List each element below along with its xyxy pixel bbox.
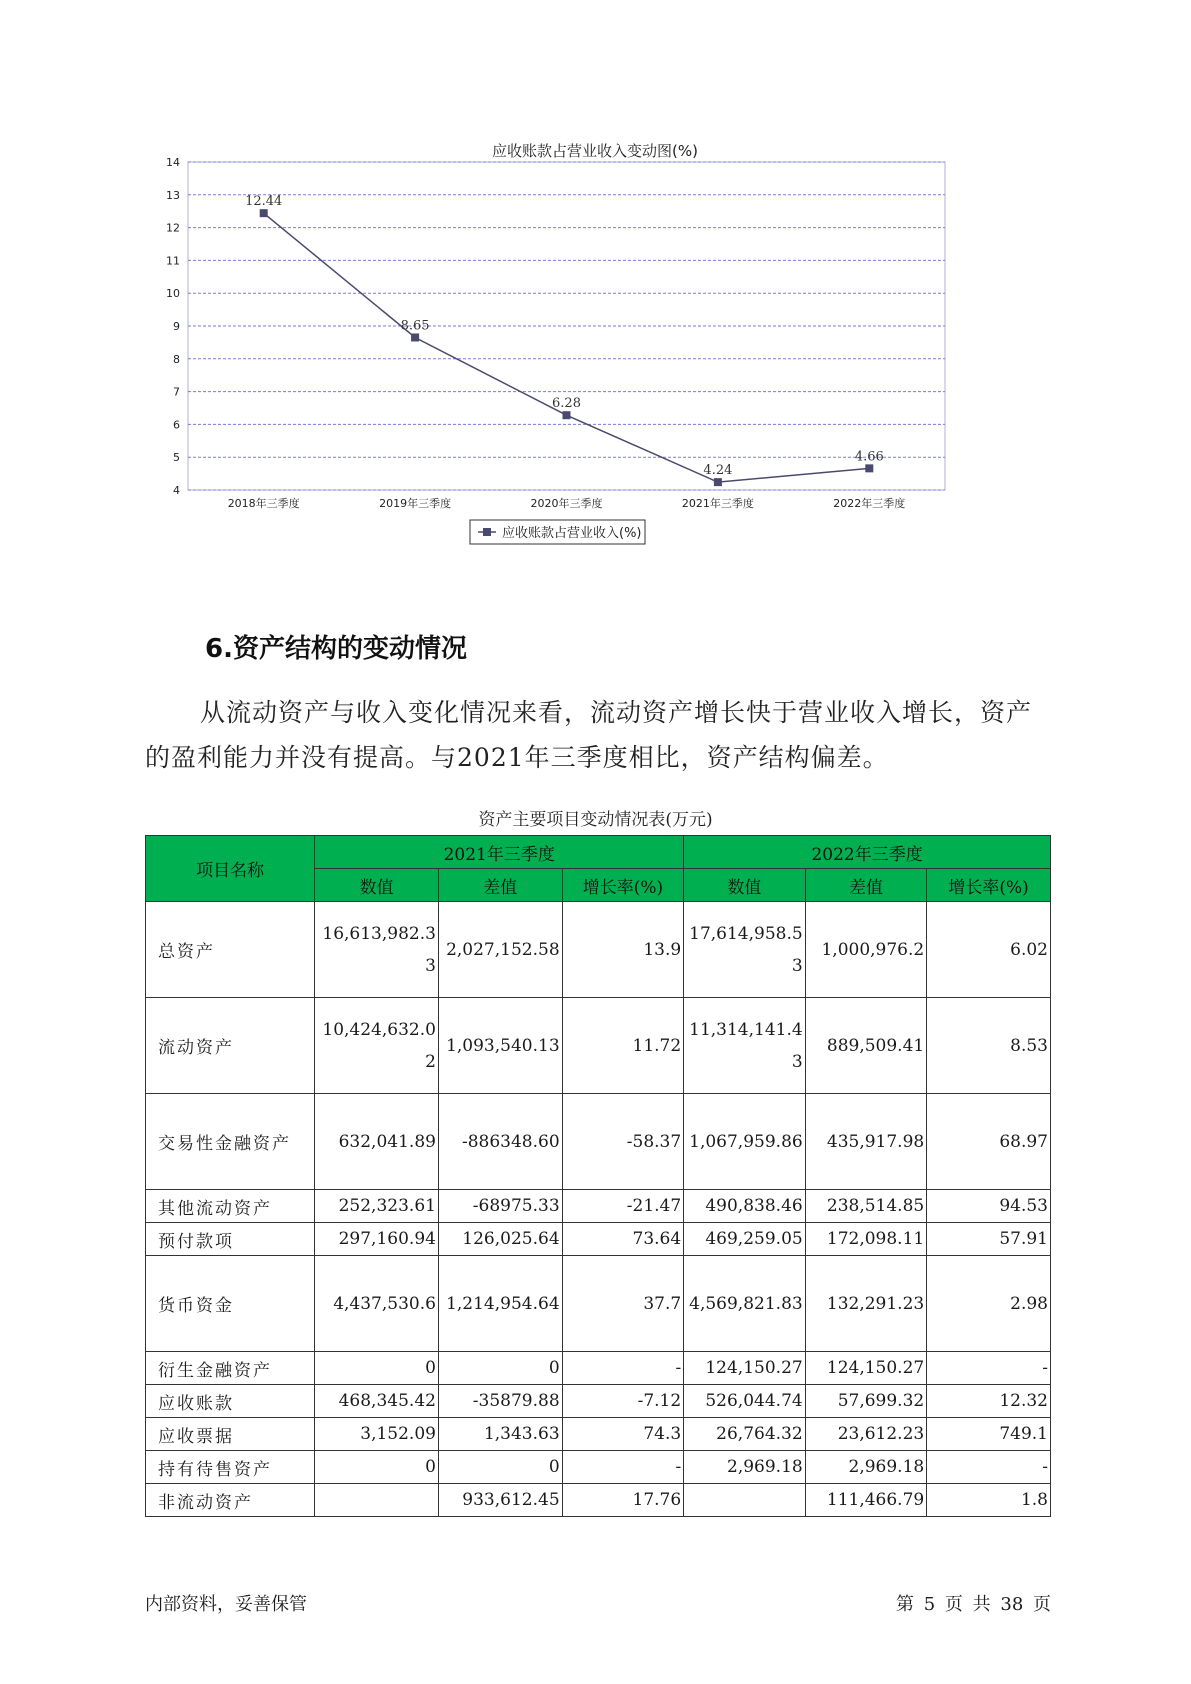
table-cell: 1.8 bbox=[927, 1484, 1051, 1517]
x-tick-label: 2018年三季度 bbox=[227, 497, 300, 510]
table-cell: 23,612.23 bbox=[805, 1418, 927, 1451]
table-cell: -35879.88 bbox=[438, 1385, 562, 1418]
subheader-diff: 差值 bbox=[438, 869, 562, 902]
series-line bbox=[264, 213, 870, 482]
row-item-name: 预付款项 bbox=[146, 1223, 315, 1256]
footer-confidential: 内部资料，妥善保管 bbox=[145, 1594, 307, 1615]
subheader-value: 数值 bbox=[684, 869, 806, 902]
legend-label: 应收账款占营业收入(%) bbox=[502, 526, 642, 541]
table-cell: 94.53 bbox=[927, 1190, 1051, 1223]
table-cell: 13.9 bbox=[562, 902, 684, 998]
table-cell: 124,150.27 bbox=[684, 1352, 806, 1385]
row-item-name: 衍生金融资产 bbox=[146, 1352, 315, 1385]
table-cell: 10,424,632.02 bbox=[315, 998, 439, 1094]
table-cell: 8.53 bbox=[927, 998, 1051, 1094]
row-item-name: 应收票据 bbox=[146, 1418, 315, 1451]
table-cell: 4,569,821.83 bbox=[684, 1256, 806, 1352]
row-item-name: 持有待售资产 bbox=[146, 1451, 315, 1484]
table-cell: 11,314,141.43 bbox=[684, 998, 806, 1094]
table-cell: 111,466.79 bbox=[805, 1484, 927, 1517]
asset-change-table bbox=[145, 835, 1051, 1517]
table-cell: -886348.60 bbox=[438, 1094, 562, 1190]
table-cell: -21.47 bbox=[562, 1190, 684, 1223]
row-item-name: 其他流动资产 bbox=[146, 1190, 315, 1223]
y-tick-label: 7 bbox=[173, 385, 180, 399]
table-cell: 252,323.61 bbox=[315, 1190, 439, 1223]
table-row bbox=[146, 1385, 1051, 1418]
data-point-marker bbox=[865, 464, 873, 472]
y-tick-label: 12 bbox=[166, 221, 180, 235]
table-cell bbox=[315, 1484, 439, 1517]
y-tick-label: 11 bbox=[166, 254, 180, 268]
subheader-diff: 差值 bbox=[805, 869, 927, 902]
header-group-2021: 2021年三季度 bbox=[315, 836, 684, 869]
table-cell: 1,093,540.13 bbox=[438, 998, 562, 1094]
table-cell: 632,041.89 bbox=[315, 1094, 439, 1190]
table-cell: 3,152.09 bbox=[315, 1418, 439, 1451]
table-cell: - bbox=[927, 1352, 1051, 1385]
table-cell: 57.91 bbox=[927, 1223, 1051, 1256]
table-cell: 2,969.18 bbox=[684, 1451, 806, 1484]
row-item-name: 非流动资产 bbox=[146, 1484, 315, 1517]
table-cell: 469,259.05 bbox=[684, 1223, 806, 1256]
table-cell: 468,345.42 bbox=[315, 1385, 439, 1418]
section-paragraph bbox=[145, 690, 1050, 780]
header-item-name: 项目名称 bbox=[146, 836, 315, 902]
table-cell: 1,214,954.64 bbox=[438, 1256, 562, 1352]
table-cell: 526,044.74 bbox=[684, 1385, 806, 1418]
table-cell: 17,614,958.53 bbox=[684, 902, 806, 998]
header-group-2022: 2022年三季度 bbox=[684, 836, 1051, 869]
table-cell: 17.76 bbox=[562, 1484, 684, 1517]
table-cell: 124,150.27 bbox=[805, 1352, 927, 1385]
subheader-growth: 增长率(%) bbox=[562, 869, 684, 902]
table-cell: 749.1 bbox=[927, 1418, 1051, 1451]
table-cell bbox=[684, 1484, 806, 1517]
table-row bbox=[146, 1190, 1051, 1223]
table-cell: -58.37 bbox=[562, 1094, 684, 1190]
table-cell: 2.98 bbox=[927, 1256, 1051, 1352]
table-cell: 73.64 bbox=[562, 1223, 684, 1256]
table-row bbox=[146, 1256, 1051, 1352]
table-cell: 238,514.85 bbox=[805, 1190, 927, 1223]
data-label: 4.66 bbox=[854, 449, 884, 465]
row-item-name: 应收账款 bbox=[146, 1385, 315, 1418]
table-cell: 37.7 bbox=[562, 1256, 684, 1352]
table-cell: 0 bbox=[438, 1451, 562, 1484]
table-cell: 933,612.45 bbox=[438, 1484, 562, 1517]
table-cell: 12.32 bbox=[927, 1385, 1051, 1418]
table-cell: 6.02 bbox=[927, 902, 1051, 998]
table-cell: 11.72 bbox=[562, 998, 684, 1094]
table-cell: 57,699.32 bbox=[805, 1385, 927, 1418]
table-cell: 0 bbox=[438, 1352, 562, 1385]
table-row bbox=[146, 998, 1051, 1094]
table-cell: 297,160.94 bbox=[315, 1223, 439, 1256]
table-cell: 889,509.41 bbox=[805, 998, 927, 1094]
y-tick-label: 10 bbox=[166, 287, 180, 301]
table-cell: 1,343.63 bbox=[438, 1418, 562, 1451]
y-tick-label: 4 bbox=[173, 484, 180, 497]
data-point-marker bbox=[563, 411, 571, 419]
data-point-marker bbox=[411, 333, 419, 341]
x-tick-label: 2022年三季度 bbox=[833, 497, 906, 510]
table-cell: 2,969.18 bbox=[805, 1451, 927, 1484]
table-cell: 68.97 bbox=[927, 1094, 1051, 1190]
data-point-marker bbox=[260, 209, 268, 217]
data-point-marker bbox=[714, 478, 722, 486]
table-row bbox=[146, 902, 1051, 998]
table-row bbox=[146, 1418, 1051, 1451]
table-cell: 2,027,152.58 bbox=[438, 902, 562, 998]
table-cell: -7.12 bbox=[562, 1385, 684, 1418]
subheader-growth: 增长率(%) bbox=[927, 869, 1051, 902]
row-item-name: 货币资金 bbox=[146, 1256, 315, 1352]
chart-canvas bbox=[150, 140, 1040, 600]
row-item-name: 流动资产 bbox=[146, 998, 315, 1094]
y-tick-label: 9 bbox=[173, 320, 180, 333]
data-label: 4.24 bbox=[703, 463, 733, 479]
table-row bbox=[146, 1451, 1051, 1484]
table-row bbox=[146, 1352, 1051, 1385]
subheader-value: 数值 bbox=[315, 869, 439, 902]
table-body bbox=[146, 902, 1051, 1517]
table-cell: 0 bbox=[315, 1451, 439, 1484]
table-caption: 资产主要项目变动情况表(万元) bbox=[478, 810, 713, 830]
data-label: 8.65 bbox=[400, 318, 430, 334]
table-cell: 435,917.98 bbox=[805, 1094, 927, 1190]
table-cell: 4,437,530.6 bbox=[315, 1256, 439, 1352]
data-label: 6.28 bbox=[552, 396, 581, 412]
table-row bbox=[146, 1484, 1051, 1517]
x-tick-label: 2021年三季度 bbox=[681, 497, 754, 510]
paragraph-text: 从流动资产与收入变化情况来看，流动资产增长快于营业收入增长，资产的盈利能力并没有提高。与2021年三季度相比，资产结构偏差。 bbox=[145, 698, 1033, 772]
table-cell: - bbox=[562, 1451, 684, 1484]
section-heading: 6.资产结构的变动情况 bbox=[205, 634, 467, 664]
chart-title: 应收账款占营业收入变动图(%) bbox=[492, 142, 698, 160]
row-item-name: 总资产 bbox=[146, 902, 315, 998]
legend-marker bbox=[483, 528, 491, 536]
y-tick-label: 6 bbox=[173, 418, 180, 432]
table-cell: 1,000,976.2 bbox=[805, 902, 927, 998]
table-cell: 126,025.64 bbox=[438, 1223, 562, 1256]
table-cell: - bbox=[927, 1451, 1051, 1484]
data-label: 12.44 bbox=[245, 194, 283, 210]
footer-page-number: 第 5 页 共 38 页 bbox=[896, 1594, 1051, 1615]
plot-area bbox=[188, 162, 945, 490]
table-row bbox=[146, 1094, 1051, 1190]
x-tick-label: 2019年三季度 bbox=[379, 497, 452, 510]
table-cell: 1,067,959.86 bbox=[684, 1094, 806, 1190]
table-cell: 132,291.23 bbox=[805, 1256, 927, 1352]
table-cell: -68975.33 bbox=[438, 1190, 562, 1223]
y-tick-label: 8 bbox=[173, 352, 180, 366]
x-tick-label: 2020年三季度 bbox=[530, 497, 603, 510]
table-cell: 26,764.32 bbox=[684, 1418, 806, 1451]
table-row bbox=[146, 1223, 1051, 1256]
y-tick-label: 14 bbox=[166, 156, 180, 169]
y-tick-label: 13 bbox=[166, 188, 180, 202]
table-cell: 0 bbox=[315, 1352, 439, 1385]
table-cell: 490,838.46 bbox=[684, 1190, 806, 1223]
table-cell: - bbox=[562, 1352, 684, 1385]
table-cell: 172,098.11 bbox=[805, 1223, 927, 1256]
row-item-name: 交易性金融资产 bbox=[146, 1094, 315, 1190]
table-cell: 74.3 bbox=[562, 1418, 684, 1451]
y-tick-label: 5 bbox=[173, 451, 180, 465]
line-chart bbox=[150, 140, 1040, 600]
table-cell: 16,613,982.33 bbox=[315, 902, 439, 998]
